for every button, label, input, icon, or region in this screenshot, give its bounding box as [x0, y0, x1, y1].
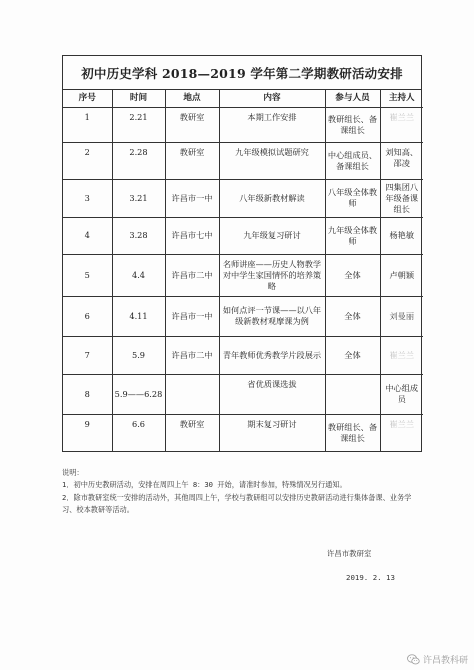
cell-participants: 九年级全体教师 — [325, 217, 380, 254]
cell-place: 许昌市二中 — [165, 254, 219, 296]
cell-time: 6.6 — [112, 414, 165, 451]
signature-date: 2019. 2. 13 — [346, 573, 395, 582]
cell-time: 2.21 — [112, 107, 165, 142]
header-host: 主持人 — [380, 90, 423, 107]
cell-place: 教研室 — [165, 414, 219, 451]
page-title: 初中历史学科 2018—2019 学年第二学期教研活动安排 — [81, 65, 403, 81]
table-row — [63, 142, 423, 179]
cell-no: 6 — [63, 296, 112, 336]
cell-place: 许昌市一中 — [165, 296, 219, 336]
notes-heading: 说明： — [62, 468, 84, 477]
header-place: 地点 — [165, 90, 219, 107]
cell-place: 许昌市一中 — [165, 179, 219, 217]
cell-host: 杨艳敏 — [380, 217, 423, 254]
cell-time: 5.9 — [112, 336, 165, 374]
cell-no: 5 — [63, 254, 112, 296]
cell-place: 许昌市七中 — [165, 217, 219, 254]
cell-no: 1 — [63, 107, 112, 142]
signature-org: 许昌市教研室 — [327, 549, 372, 558]
cell-time: 5.9——6.28 — [112, 374, 165, 414]
cell-participants: 八年级全体教师 — [325, 179, 380, 217]
header-no: 序号 — [63, 90, 112, 107]
header-participants: 参与人员 — [325, 90, 380, 107]
notes-section — [62, 467, 422, 517]
cell-content: 青年教师优秀教学片段展示 — [219, 336, 325, 374]
cell-place: 教研室 — [165, 107, 219, 142]
cell-host: 刘知高、邵凌 — [380, 142, 423, 179]
wechat-icon — [407, 654, 420, 665]
cell-content: 九年级模拟试题研究 — [219, 142, 325, 179]
table-row — [63, 414, 423, 451]
note-item: 1．初中历史教研活动，安排在周四上午 8：30 开始，请准时参加，特殊情况另行通知。 — [62, 480, 347, 490]
cell-no: 8 — [63, 374, 112, 414]
cell-time: 3.21 — [112, 179, 165, 217]
cell-participants: 教研组长、备课组长 — [325, 107, 380, 142]
cell-participants: 全体 — [325, 336, 380, 374]
cell-place: 许昌市二中 — [165, 336, 219, 374]
table-row — [63, 254, 423, 296]
cell-content: 名师讲座——历史人物教学对中学生家国情怀的培养策略 — [219, 254, 325, 296]
cell-content: 八年级新教材解读 — [219, 179, 325, 217]
cell-no: 7 — [63, 336, 112, 374]
cell-content: 期末复习研讨 — [219, 414, 325, 451]
cell-host: 中心组成员 — [380, 374, 423, 414]
note-item: 2．除市教研室统一安排的活动外，其他周四上午，学校与教研组可以安排历史教研活动进行集体备课、业务学习、校本教研等活动。 — [62, 492, 412, 515]
cell-host: 崔兰兰 — [380, 336, 423, 374]
schedule-table — [63, 90, 423, 451]
table-row — [63, 107, 423, 142]
cell-host: 崔兰兰 — [389, 418, 415, 429]
cell-time: 2.28 — [112, 142, 165, 179]
title-row — [63, 56, 421, 90]
cell-place — [165, 374, 219, 414]
cell-participants: 教研组长、备课组长 — [325, 414, 380, 451]
watermark-text: 许昌教科研 — [422, 656, 468, 666]
cell-host: 四集团八年级备课组长 — [380, 179, 423, 217]
cell-host: 刘曼丽 — [380, 296, 423, 336]
table-row — [63, 336, 423, 374]
cell-no: 2 — [63, 142, 112, 179]
cell-time: 3.28 — [112, 217, 165, 254]
cell-participants: 全体 — [325, 254, 380, 296]
cell-time: 4.4 — [112, 254, 165, 296]
cell-host: 崔兰兰 — [380, 107, 423, 142]
cell-content: 本期工作安排 — [219, 107, 325, 142]
schedule-table-frame — [62, 55, 422, 452]
cell-participants: 中心组成员、备课组长 — [325, 142, 380, 179]
cell-no: 9 — [63, 414, 112, 451]
header-content: 内容 — [219, 90, 325, 107]
cell-no: 3 — [63, 179, 112, 217]
cell-content: 九年级复习研讨 — [219, 217, 325, 254]
cell-content: 省优质课选拔 — [219, 374, 325, 414]
cell-no: 4 — [63, 217, 112, 254]
table-header-row — [63, 90, 423, 107]
cell-time: 4.11 — [112, 296, 165, 336]
header-time: 时间 — [112, 90, 165, 107]
watermark — [407, 653, 468, 666]
table-row — [63, 296, 423, 336]
cell-host: 卢朝颖 — [380, 254, 423, 296]
cell-participants — [325, 374, 380, 414]
cell-place: 教研室 — [165, 142, 219, 179]
table-row — [63, 179, 423, 217]
cell-participants: 全体 — [325, 296, 380, 336]
table-row — [63, 217, 423, 254]
cell-content: 如何点评一节课——以八年级新教材观摩课为例 — [219, 296, 325, 336]
table-row — [63, 374, 423, 414]
